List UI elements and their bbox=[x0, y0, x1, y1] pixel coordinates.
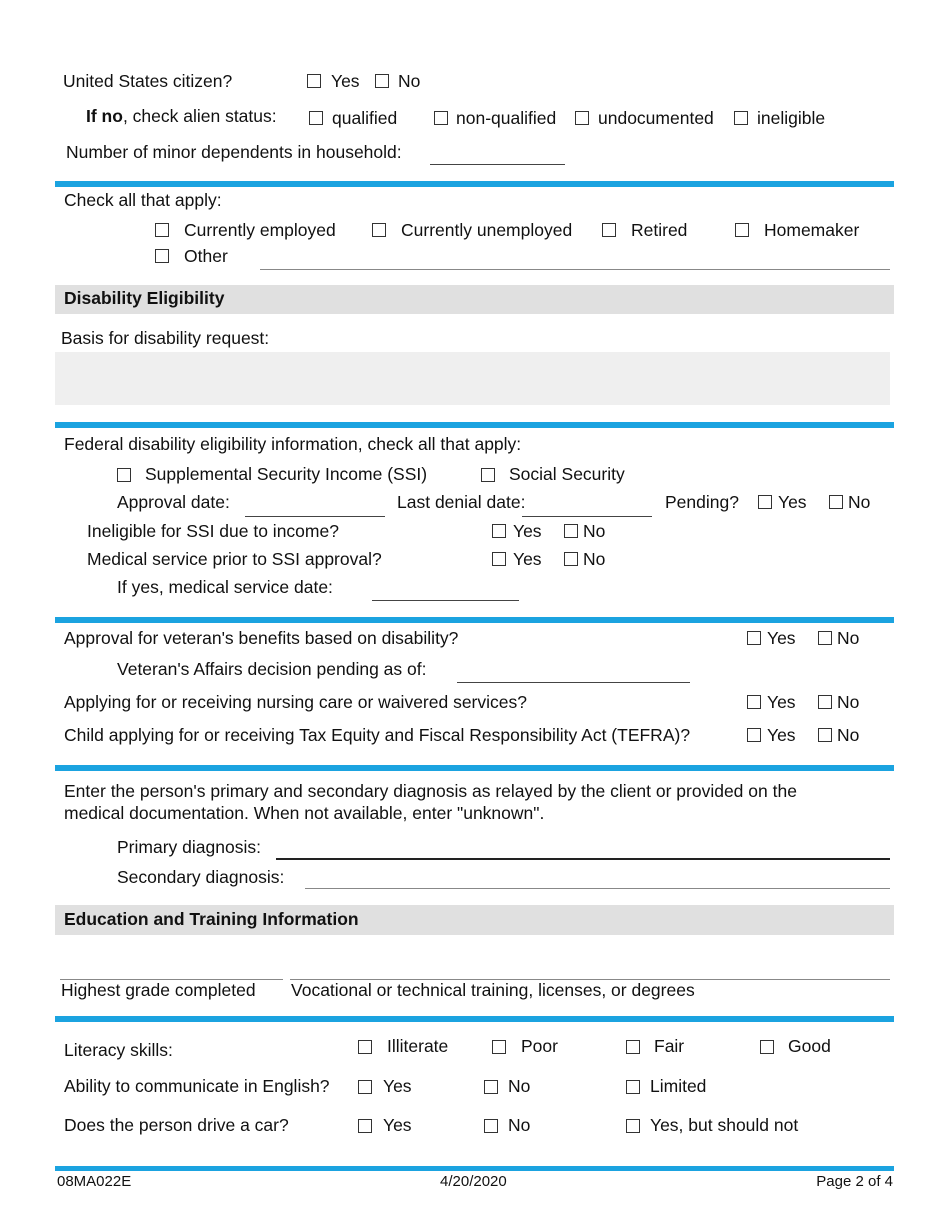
section-divider bbox=[55, 1016, 894, 1022]
va-pending-input[interactable] bbox=[457, 682, 690, 683]
pending-label: Pending? bbox=[665, 492, 739, 512]
primary-diagnosis-input[interactable] bbox=[276, 858, 890, 860]
no-label: No bbox=[837, 628, 860, 648]
literacy-option: Illiterate bbox=[387, 1036, 449, 1056]
dependents-input[interactable] bbox=[430, 164, 565, 165]
ineligible-label: Ineligible for SSI due to income? bbox=[87, 521, 339, 541]
veteran-approval-label: Approval for veteran's benefits based on disability? bbox=[64, 628, 459, 648]
page-number: Page 2 of 4 bbox=[816, 1173, 893, 1190]
employment-option: Currently employed bbox=[184, 220, 336, 240]
drive-label: Does the person drive a car? bbox=[64, 1115, 289, 1135]
no-label: No bbox=[583, 521, 606, 541]
english-no-checkbox[interactable] bbox=[484, 1080, 498, 1094]
drive-option: No bbox=[508, 1115, 531, 1135]
literacy-option: Poor bbox=[521, 1036, 558, 1056]
vocational-label: Vocational or technical training, licenses, or degrees bbox=[291, 980, 695, 1000]
employment-label: Check all that apply: bbox=[64, 190, 222, 210]
literacy-good-checkbox[interactable] bbox=[760, 1040, 774, 1054]
ssi-checkbox[interactable] bbox=[117, 468, 131, 482]
denial-date-label: Last denial date: bbox=[397, 492, 526, 512]
diagnosis-instructions-2: medical documentation. When not available, enter "unknown". bbox=[64, 803, 545, 823]
alien-option: undocumented bbox=[598, 108, 714, 128]
nursing-no-checkbox[interactable] bbox=[818, 695, 832, 709]
english-label: Ability to communicate in English? bbox=[64, 1076, 330, 1096]
homemaker-checkbox[interactable] bbox=[735, 223, 749, 237]
nursing-label: Applying for or receiving nursing care or waivered services? bbox=[64, 692, 527, 712]
employment-option: Retired bbox=[631, 220, 688, 240]
alien-option: ineligible bbox=[757, 108, 826, 128]
alien-qualified-checkbox[interactable] bbox=[309, 111, 323, 125]
denial-date-input[interactable] bbox=[522, 516, 652, 517]
form-date: 4/20/2020 bbox=[440, 1173, 507, 1190]
medical-prior-yes-checkbox[interactable] bbox=[492, 552, 506, 566]
pending-yes-checkbox[interactable] bbox=[758, 495, 772, 509]
diagnosis-instructions-1: Enter the person's primary and secondary diagnosis as relayed by the client or provided on the bbox=[64, 781, 797, 801]
section-divider bbox=[55, 765, 894, 771]
tefra-label: Child applying for or receiving Tax Equity and Fiscal Responsibility Act (TEFRA)? bbox=[64, 725, 691, 745]
alien-prefix: If no bbox=[86, 106, 123, 126]
no-label: No bbox=[583, 549, 606, 569]
english-option: Limited bbox=[650, 1076, 707, 1096]
literacy-illiterate-checkbox[interactable] bbox=[358, 1040, 372, 1054]
literacy-label: Literacy skills: bbox=[64, 1040, 173, 1060]
citizen-no-label: No bbox=[398, 71, 421, 91]
medical-date-label: If yes, medical service date: bbox=[117, 577, 333, 597]
dependents-label: Number of minor dependents in household: bbox=[66, 142, 402, 162]
yes-label: Yes bbox=[767, 725, 796, 745]
federal-label: Federal disability eligibility information, check all that apply: bbox=[64, 434, 522, 454]
employment-option: Currently unemployed bbox=[401, 220, 573, 240]
form-id: 08MA022E bbox=[57, 1173, 132, 1190]
nursing-yes-checkbox[interactable] bbox=[747, 695, 761, 709]
secondary-diagnosis-label: Secondary diagnosis: bbox=[117, 867, 285, 887]
alien-nonqualified-checkbox[interactable] bbox=[434, 111, 448, 125]
no-label: No bbox=[837, 725, 860, 745]
citizen-question: United States citizen? bbox=[63, 71, 233, 91]
drive-option: Yes, but should not bbox=[650, 1115, 799, 1135]
veteran-no-checkbox[interactable] bbox=[818, 631, 832, 645]
yes-label: Yes bbox=[778, 492, 807, 512]
medical-prior-label: Medical service prior to SSI approval? bbox=[87, 549, 382, 569]
english-option: No bbox=[508, 1076, 531, 1096]
tefra-no-checkbox[interactable] bbox=[818, 728, 832, 742]
citizen-yes-label: Yes bbox=[331, 71, 360, 91]
basis-input[interactable] bbox=[55, 352, 890, 405]
social-security-label: Social Security bbox=[509, 464, 625, 484]
basis-label: Basis for disability request: bbox=[61, 328, 270, 348]
approval-date-input[interactable] bbox=[245, 516, 385, 517]
alien-status-label bbox=[86, 106, 277, 126]
english-limited-checkbox[interactable] bbox=[626, 1080, 640, 1094]
social-security-checkbox[interactable] bbox=[481, 468, 495, 482]
section-divider bbox=[55, 617, 894, 623]
disability-heading: Disability Eligibility bbox=[64, 288, 225, 308]
alien-label: , check alien status: bbox=[122, 106, 277, 126]
section-divider bbox=[55, 181, 894, 187]
drive-yes-checkbox[interactable] bbox=[358, 1119, 372, 1133]
drive-should-not-checkbox[interactable] bbox=[626, 1119, 640, 1133]
approval-date-label: Approval date: bbox=[117, 492, 230, 512]
alien-undocumented-checkbox[interactable] bbox=[575, 111, 589, 125]
alien-ineligible-checkbox[interactable] bbox=[734, 111, 748, 125]
yes-label: Yes bbox=[513, 549, 542, 569]
employed-checkbox[interactable] bbox=[155, 223, 169, 237]
yes-label: Yes bbox=[767, 628, 796, 648]
veteran-yes-checkbox[interactable] bbox=[747, 631, 761, 645]
ineligible-yes-checkbox[interactable] bbox=[492, 524, 506, 538]
literacy-option: Fair bbox=[654, 1036, 685, 1056]
citizen-no-checkbox[interactable] bbox=[375, 74, 389, 88]
section-divider bbox=[55, 422, 894, 428]
english-option: Yes bbox=[383, 1076, 412, 1096]
employment-option: Homemaker bbox=[764, 220, 860, 240]
citizen-yes-checkbox[interactable] bbox=[307, 74, 321, 88]
medical-prior-no-checkbox[interactable] bbox=[564, 552, 578, 566]
drive-option: Yes bbox=[383, 1115, 412, 1135]
primary-diagnosis-label: Primary diagnosis: bbox=[117, 837, 261, 857]
alien-option: non-qualified bbox=[456, 108, 557, 128]
grade-label: Highest grade completed bbox=[61, 980, 256, 1000]
footer-divider bbox=[55, 1166, 894, 1171]
unemployed-checkbox[interactable] bbox=[372, 223, 386, 237]
secondary-diagnosis-input[interactable] bbox=[305, 888, 890, 889]
other-checkbox[interactable] bbox=[155, 249, 169, 263]
literacy-option: Good bbox=[788, 1036, 831, 1056]
drive-no-checkbox[interactable] bbox=[484, 1119, 498, 1133]
education-heading: Education and Training Information bbox=[64, 909, 359, 929]
employment-option: Other bbox=[184, 246, 228, 266]
va-pending-label: Veteran's Affairs decision pending as of: bbox=[117, 659, 427, 679]
english-yes-checkbox[interactable] bbox=[358, 1080, 372, 1094]
ssi-label: Supplemental Security Income (SSI) bbox=[145, 464, 428, 484]
retired-checkbox[interactable] bbox=[602, 223, 616, 237]
other-input[interactable] bbox=[260, 269, 890, 270]
literacy-poor-checkbox[interactable] bbox=[492, 1040, 506, 1054]
tefra-yes-checkbox[interactable] bbox=[747, 728, 761, 742]
yes-label: Yes bbox=[767, 692, 796, 712]
no-label: No bbox=[848, 492, 871, 512]
pending-no-checkbox[interactable] bbox=[829, 495, 843, 509]
ineligible-no-checkbox[interactable] bbox=[564, 524, 578, 538]
alien-option: qualified bbox=[332, 108, 398, 128]
yes-label: Yes bbox=[513, 521, 542, 541]
medical-date-input[interactable] bbox=[372, 600, 519, 601]
literacy-fair-checkbox[interactable] bbox=[626, 1040, 640, 1054]
no-label: No bbox=[837, 692, 860, 712]
